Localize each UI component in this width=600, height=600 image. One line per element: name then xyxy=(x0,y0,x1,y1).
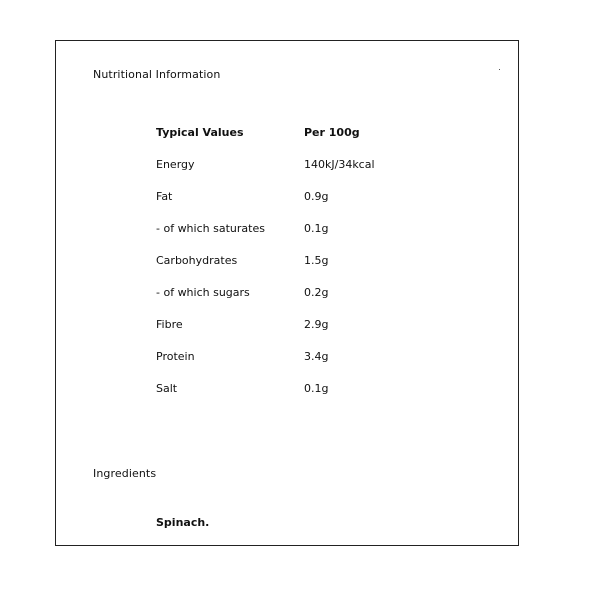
nutrient-label: - of which saturates xyxy=(156,222,265,235)
nutrient-value: 0.2g xyxy=(304,286,329,299)
product-info-panel xyxy=(55,40,519,546)
nutrient-value: 1.5g xyxy=(304,254,329,267)
table-row xyxy=(156,382,456,414)
header-typical-values: Typical Values xyxy=(156,126,244,139)
table-row xyxy=(156,286,456,318)
nutrient-value: 0.9g xyxy=(304,190,329,203)
nutrient-label: - of which sugars xyxy=(156,286,250,299)
table-row xyxy=(156,222,456,254)
nutrition-table-header xyxy=(156,126,456,158)
nutrient-label: Fibre xyxy=(156,318,183,331)
decorative-dot xyxy=(499,69,500,70)
table-row xyxy=(156,190,456,222)
header-per-100g: Per 100g xyxy=(304,126,360,139)
table-row xyxy=(156,318,456,350)
nutrient-label: Protein xyxy=(156,350,195,363)
table-row xyxy=(156,158,456,190)
ingredients-title: Ingredients xyxy=(93,467,157,480)
nutrient-value: 0.1g xyxy=(304,222,329,235)
ingredients-text: Spinach. xyxy=(156,516,210,529)
nutrient-value: 3.4g xyxy=(304,350,329,363)
nutrient-value: 2.9g xyxy=(304,318,329,331)
nutrition-table xyxy=(156,126,456,414)
table-row xyxy=(156,254,456,286)
nutrient-value: 0.1g xyxy=(304,382,329,395)
nutrient-label: Carbohydrates xyxy=(156,254,238,267)
nutrient-value: 140kJ/34kcal xyxy=(304,158,375,171)
table-row xyxy=(156,350,456,382)
nutrient-label: Salt xyxy=(156,382,178,395)
nutrient-label: Energy xyxy=(156,158,195,171)
nutrient-label: Fat xyxy=(156,190,173,203)
nutrition-title: Nutritional Information xyxy=(93,68,221,81)
